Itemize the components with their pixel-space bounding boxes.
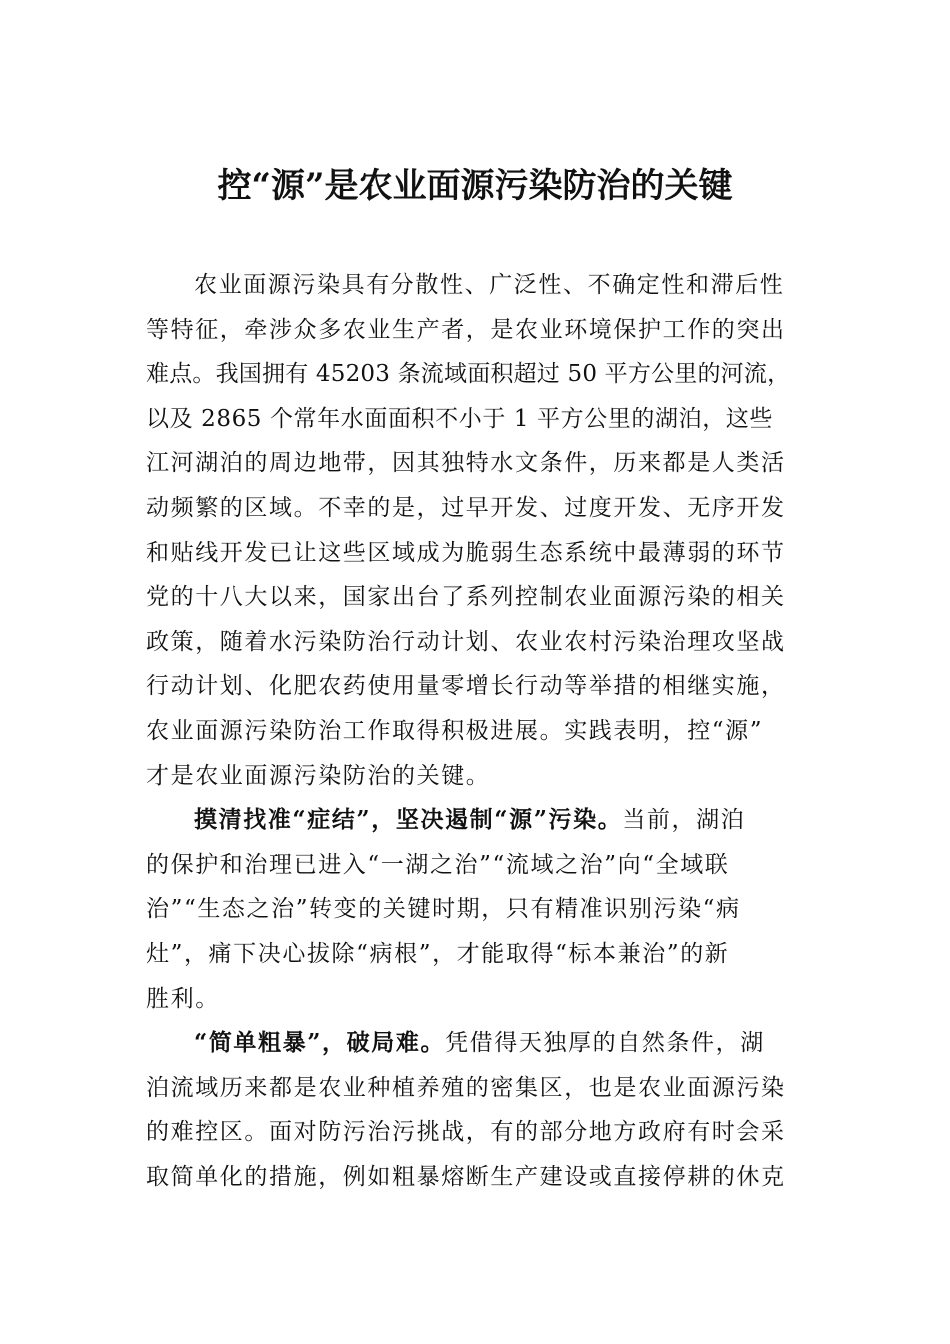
text-line: 动频繁的区域。不幸的是，过早开发、过度开发、无序开发 (146, 494, 786, 521)
text-line: 的保护和治理已进入“一湖之治”“流域之治”向“全域联 (146, 851, 730, 878)
paragraph-lead-heading: “简单粗暴”，破局难。 (194, 1029, 446, 1057)
text-line: 农业面源污染防治工作取得积极进展。实践表明，控“源” (146, 717, 764, 744)
text-line: 灶”，痛下决心拔除“病根”，才能取得“标本兼治”的新 (146, 940, 730, 967)
paragraph-intro (146, 263, 806, 798)
text-line: 和贴线开发已让这些区域成为脆弱生态系统中最薄弱的环节 (146, 539, 786, 566)
text-line: 农业面源污染具有分散性、广泛性、不确定性和滞后性 (194, 272, 785, 298)
text-line: 泊流域历来都是农业种植养殖的密集区，也是农业面源污染 (146, 1074, 786, 1101)
text-line (146, 798, 806, 843)
paragraph-source-pollution (146, 798, 806, 1021)
text-line: 难点。我国拥有 45203 条流域面积超过 50 平方公里的河流， (146, 361, 791, 388)
text-line: 以及 2865 个常年水面面积不小于 1 平方公里的湖泊，这些 (146, 405, 774, 432)
page-title: 控“源”是农业面源污染防治的关键 (217, 166, 733, 206)
paragraph-lead-heading: 摸清找准“症结”，坚决遏制“源”污染。 (194, 806, 623, 834)
text-span: 凭借得天独厚的自然条件，湖 (445, 1030, 765, 1057)
text-line: 胜利。 (146, 985, 220, 1012)
text-line: 政策，随着水污染防治行动计划、农业农村污染治理攻坚战 (146, 628, 786, 655)
text-line: 党的十八大以来，国家出台了系列控制农业面源污染的相关 (146, 584, 786, 611)
article-body (146, 263, 806, 1199)
text-line: 治”“生态之治”转变的关键时期，只有精准识别污染“病 (146, 896, 741, 923)
text-line: 等特征，牵涉众多农业生产者，是农业环境保护工作的突出 (146, 316, 786, 343)
text-line (146, 1021, 806, 1066)
text-line: 的难控区。面对防污治污挑战，有的部分地方政府有时会采 (146, 1119, 786, 1146)
text-line: 取简单化的措施，例如粗暴熔断生产建设或直接停耕的休克 (146, 1163, 786, 1190)
paragraph-simple-rough (146, 1021, 806, 1199)
text-line: 行动计划、化肥农药使用量零增长行动等举措的相继实施， (146, 673, 786, 700)
text-line: 江河湖泊的周边地带，因其独特水文条件，历来都是人类活 (146, 450, 786, 477)
text-span: 当前，湖泊 (622, 807, 746, 834)
text-line: 才是农业面源污染防治的关键。 (146, 762, 491, 789)
